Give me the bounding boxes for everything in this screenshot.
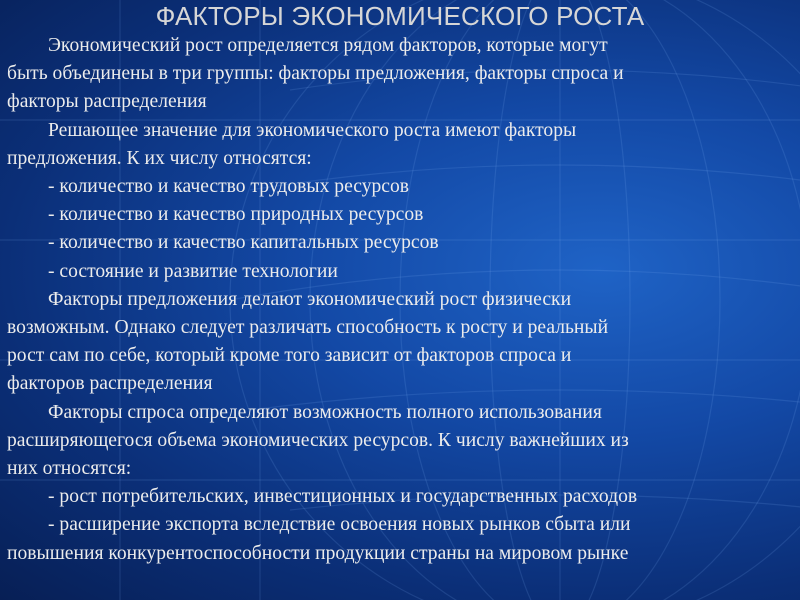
list-item: - количество и качество трудовых ресурсов bbox=[48, 176, 410, 198]
text-line: Факторы предложения делают экономический рост физически bbox=[48, 288, 572, 310]
text-line: них относятся: bbox=[7, 458, 132, 480]
list-item: - рост потребительских, инвестиционных и государственных расходов bbox=[48, 486, 638, 508]
text-line: предложения. К их числу относятся: bbox=[7, 147, 312, 169]
text-line: рост сам по себе, который кроме того зависит от факторов спроса и bbox=[7, 345, 572, 367]
text-line: факторов распределения bbox=[7, 373, 213, 395]
slide-body bbox=[7, 32, 797, 568]
text-line: Решающее значение для экономического роста имеют факторы bbox=[48, 119, 577, 141]
list-item: - количество и качество природных ресурсов bbox=[48, 204, 424, 226]
list-item: - состояние и развитие технологии bbox=[48, 260, 338, 282]
text-line: расширяющегося объема экономических ресурсов. К числу важнейших из bbox=[7, 429, 629, 451]
text-line: быть объединены в три группы: факторы предложения, факторы спроса и bbox=[7, 63, 624, 85]
text-line: факторы распределения bbox=[7, 91, 207, 113]
list-item: - расширение экспорта вследствие освоения новых рынков сбыта или bbox=[48, 514, 631, 536]
text-line: повышения конкурентоспособности продукции страны на мировом рынке bbox=[7, 542, 629, 564]
slide-title: ФАКТОРЫ ЭКОНОМИЧЕСКОГО РОСТА bbox=[155, 1, 645, 31]
text-line: Факторы спроса определяют возможность полного использования bbox=[48, 401, 602, 423]
text-line: возможным. Однако следует различать способность к росту и реальный bbox=[7, 317, 609, 339]
text-line: Экономический рост определяется рядом факторов, которые могут bbox=[48, 35, 608, 56]
list-item: - количество и качество капитальных ресурсов bbox=[48, 232, 439, 254]
